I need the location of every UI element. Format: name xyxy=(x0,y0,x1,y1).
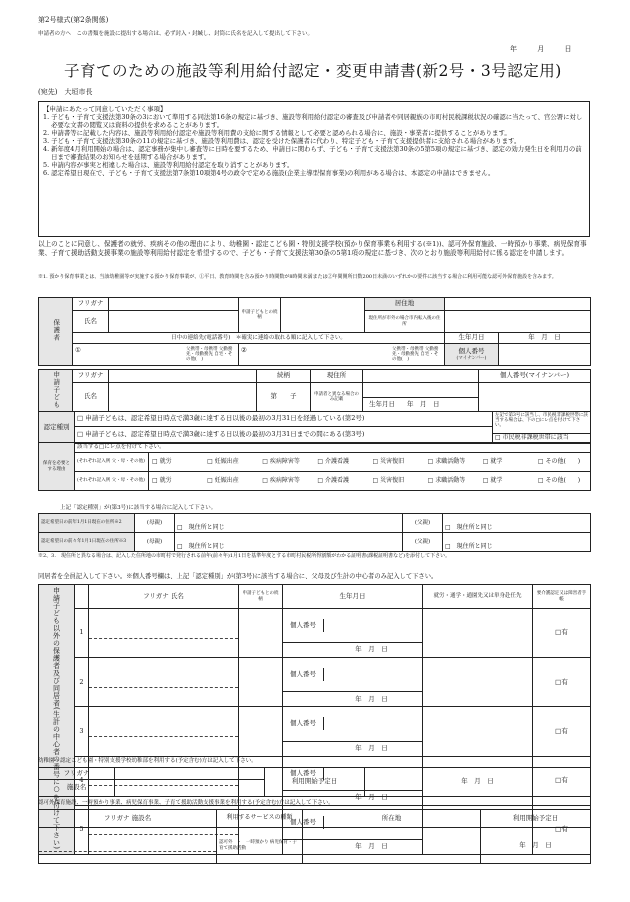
household-row-number[interactable]: 1 xyxy=(75,609,89,658)
reason-option[interactable]: □ 災害復旧 xyxy=(372,476,405,484)
consent-item-number: 2. xyxy=(43,129,50,137)
note-1: ※1. 預かり保育事業とは、当該幼稚園等が実施する預かり保育事業が、①平日、教育時間を含み預かり時間数が8時間未満または②年間開所日数200日未満のいずれかの要件に該当する場合に利用可能な認可外保育施設を含みます。 xyxy=(38,274,557,280)
household-relation-header: 申請子どもとの続柄 xyxy=(239,585,283,609)
child-address-note: 申請者と異なる場合のみ記載 xyxy=(311,383,363,412)
child-furigana-field[interactable] xyxy=(109,370,257,383)
residence-father-1[interactable]: □ 現住所と同じ xyxy=(443,514,591,533)
guardian-section-label: 保護者 xyxy=(39,298,73,366)
household-relation-field[interactable] xyxy=(239,609,283,658)
kinder-name-label: 施設名 xyxy=(39,780,115,797)
child-birth-cell: 生年月日 年 月 日 xyxy=(363,383,479,412)
reason-instruction: 該当する□にレ点を付けて下さい。 xyxy=(75,443,591,453)
certification-side: 左記で第3号に該当し、市民税非課税世帯に該当する場合は、下の□にレ点を付けて下さい。 □ 市民税非課税世帯に該当 xyxy=(493,412,591,444)
consent-item-text: 子ども・子育て支援法第30条の3において準用する同法第16条の規定に基づき、施設等利用給付認定の審査及び申請者や同居親族の市町村民税課税状況の確認に当たって、官公署に対し必要な文書の閲覧又は資料の提供を求めることがあります。 xyxy=(51,113,583,129)
mother-label: (母親) xyxy=(135,514,175,533)
household-cert-checkbox[interactable]: □有 xyxy=(533,756,591,805)
reason-option[interactable]: □ 妊娠出産 xyxy=(207,457,239,465)
guardian-furigana-label: フリガナ xyxy=(73,298,109,311)
household-mynumber-cell[interactable] xyxy=(283,658,423,692)
kinder-start-field[interactable]: 年 月 日 xyxy=(365,768,591,797)
household-cert-checkbox[interactable]: □有 xyxy=(533,609,591,658)
note-2-3: ※2、3. 現住所と異なる場合は、記入した住所地の市町村で発行される前年(前々年)1月1日を基準年度とする市町村民税所得割額がわかる証明書(課税証明書など)を添付して下さい。 xyxy=(38,553,451,559)
residence-mother-1[interactable]: □ 現住所と同じ xyxy=(175,514,403,533)
certification-label: 認定種別 xyxy=(39,412,75,444)
household-birth-field[interactable]: 年 月 日 xyxy=(283,643,423,658)
other-address-field[interactable] xyxy=(303,828,481,864)
child-address-label: 現住所 xyxy=(311,370,363,383)
household-mynumber-label: 個人番号 xyxy=(283,619,324,632)
reason-option[interactable]: □ 就学 xyxy=(482,476,503,484)
reason-option[interactable]: □ 就学 xyxy=(482,457,503,465)
consent-item xyxy=(43,161,585,169)
consent-item-text: 認定希望日現在で、子ども・子育て支援法第7条第10項第4号の政令で定める施設(企業主導型保育事業)の利用がある場合は、本認定の申請はできません。 xyxy=(51,169,495,177)
non-taxable-checkbox[interactable]: □ 市民税非課税世帯に該当 xyxy=(493,433,590,443)
kinder-name-field[interactable] xyxy=(115,780,265,797)
household-mynumber-cell[interactable] xyxy=(283,609,423,643)
household-name-field[interactable] xyxy=(89,658,239,707)
consent-item-text: 子ども・子育て支援法第30条の11の規定に基づき、施設等利用費は、認定を受けた保護者に代わり、特定子ども・子育て支援提供者に支給される場合があります。 xyxy=(51,137,521,145)
child-name-field[interactable] xyxy=(109,383,257,412)
household-name-header: フリガナ 氏名 xyxy=(89,585,239,609)
household-name-field[interactable] xyxy=(89,707,239,756)
other-name-field[interactable] xyxy=(39,828,217,864)
kinder-table xyxy=(38,767,591,797)
reason-option[interactable]: □ 求職活動等 xyxy=(427,476,466,484)
guardian-furigana-field[interactable] xyxy=(109,298,239,311)
reason-label: 保育を必要とする理由 xyxy=(39,443,75,491)
guardian-table xyxy=(38,297,591,366)
reason-row-label-2: (それぞれ記入例 父・母・その他) xyxy=(75,472,149,491)
household-row-number[interactable]: 3 xyxy=(75,707,89,756)
child-name-label: 氏名 xyxy=(73,383,109,412)
consent-item-number: 5. xyxy=(43,161,50,169)
household-work-field[interactable] xyxy=(423,707,533,756)
consent-box xyxy=(38,101,590,237)
household-mynumber-cell[interactable] xyxy=(283,707,423,741)
guardian-address-label: 居住地 xyxy=(365,298,445,311)
household-birth-field[interactable]: 年 月 日 xyxy=(283,741,423,756)
page-title: 子育てのための施設等利用給付認定・変更申請書(新2号・3号認定用) xyxy=(64,62,562,80)
child-relation-field[interactable]: 第 子 xyxy=(257,383,311,412)
residence-label-2: 認定希望日の前々年1月1日現在の住所※3 xyxy=(39,533,135,552)
guardian-phone-2[interactable]: ② 父携帯・母携帯 父勤務先・母勤務先 自宅・その他( ) xyxy=(239,344,445,366)
household-row xyxy=(39,658,591,692)
guardian-birth-field[interactable]: 年 月 日 xyxy=(499,333,591,344)
consent-item-number: 3. xyxy=(43,137,50,145)
consent-item-number: 6. xyxy=(43,169,50,177)
guardian-moving-label: 現住所が市外の場合市内転入後の住所 xyxy=(365,311,445,333)
kinder-furigana-field[interactable] xyxy=(115,768,265,780)
reason-option[interactable]: □ その他( ) xyxy=(537,476,581,484)
consent-item-number: 1. xyxy=(43,113,50,121)
residence-mother-2[interactable]: □ 現住所と同じ xyxy=(175,533,403,552)
household-relation-field[interactable] xyxy=(239,658,283,707)
residence-instruction: 上記「認定種別」が(第3号)に該当する場合に記入して下さい。 xyxy=(60,505,217,511)
household-name-field[interactable] xyxy=(89,609,239,658)
residence-label-1: 認定希望日の前年1月1日現在の住所※2 xyxy=(39,514,135,533)
kinder-start-label: 利用開始予定日 xyxy=(265,768,365,797)
household-mynumber-label: 個人番号 xyxy=(283,717,324,730)
household-side-label: 申請子ども以外の保護者及び同居者(生計の中心者の番号に○を付けて下さい) xyxy=(39,585,75,855)
certification-option-2[interactable]: □ 申請子どもは、認定希望日時点で満3歳に達する日以後の最初の3月31日を経過している(第2号) xyxy=(75,412,493,427)
household-mynumber-label: 個人番号 xyxy=(283,816,324,829)
child-section-label: 申請子ども xyxy=(39,370,73,412)
household-work-field[interactable] xyxy=(423,658,533,707)
addressee: (宛先) 大垣市長 xyxy=(38,88,93,96)
certification-table xyxy=(38,411,591,444)
guardian-phone-label: 日中の連絡先(電話番号) ＊確実に連絡の取れる順に記入して下さい。 xyxy=(73,333,445,344)
household-cert-checkbox[interactable]: □有 xyxy=(533,707,591,756)
child-birth-field[interactable]: 年 月 日 xyxy=(407,399,440,408)
guardian-moving-field[interactable] xyxy=(445,311,591,333)
reason-option[interactable]: □ その他( ) xyxy=(537,457,581,465)
household-cert-checkbox[interactable]: □有 xyxy=(533,805,591,854)
household-birth-header: 生年月日 xyxy=(283,585,423,609)
reason-table xyxy=(38,442,591,491)
other-table xyxy=(38,809,591,864)
father-label: (父親) xyxy=(403,533,443,552)
household-row-number[interactable]: 2 xyxy=(75,658,89,707)
consent-item xyxy=(43,137,585,145)
reason-option[interactable]: □ 疾病障害等 xyxy=(262,457,300,465)
child-mynumber-label: 個人番号(マイナンバー) xyxy=(479,370,591,383)
date-line: 年 月 日 xyxy=(510,45,572,53)
reason-option[interactable]: □ 就労 xyxy=(152,476,172,484)
reason-option[interactable]: □ 介護看護 xyxy=(317,457,349,465)
consent-heading: 【申請にあたって同意していただく事項】 xyxy=(43,105,167,113)
other-instruction: 認可外保育施設、一時預かり事業、病児保育事業、子育て援助活動支援事業を利用する(予定含む)方は記入して下さい。 xyxy=(38,800,334,806)
guardian-relation-field[interactable] xyxy=(281,298,365,333)
kinder-furigana-label: フリガナ xyxy=(39,768,115,780)
guardian-mynumber-label: 個人番号 (マイナンバー) xyxy=(445,344,499,366)
household-row xyxy=(39,609,591,643)
intro-text: 以上のことに同意し、保護者の就労、疾病その他の理由により、幼稚園・認定こども園・特別支援学校(預かり保育事業も利用する(※1))、認可外保育施設、一時預かり事業、病児保育事業、子育て援助活動支援事業の施設等利用給付認定を希望するので、子ども・子育て支援法第30条の5第1項の規定に基づき、次のとおり施設等利用給付に係る認定を申請します。 xyxy=(38,240,587,257)
mother-label: (母親) xyxy=(135,533,175,552)
child-relation-label: 続柄 xyxy=(257,370,311,383)
guardian-address-field[interactable] xyxy=(445,298,591,311)
father-label: (父親) xyxy=(403,514,443,533)
reason-options-2 xyxy=(149,472,591,491)
household-row-number[interactable]: 4 xyxy=(75,756,89,805)
household-work-header: 就労・通学・通園先又は単身赴任先 xyxy=(423,585,533,609)
consent-item-text: 申請書等に記載した内容は、施設等利用給付認定や施設等利用費の支給に関する情報として必要と認められる場合に、施設・事業者に提供することがあります。 xyxy=(51,129,511,137)
consent-item xyxy=(43,145,585,161)
reason-option[interactable]: □ 求職活動等 xyxy=(427,457,466,465)
other-service-header: 利用するサービスの種類 xyxy=(217,810,303,828)
form-number: 第2号様式(第2条関係) xyxy=(38,16,109,24)
guardian-birth-label: 生年月日 xyxy=(445,333,499,344)
kinder-instruction: 幼稚園・認定こども園・特別支援学校幼稚部を利用する(予定含む)方は記入して下さい。 xyxy=(38,758,257,764)
reason-options-1 xyxy=(149,453,591,472)
reason-option[interactable]: □ 就労 xyxy=(152,457,172,465)
reason-row-label-1: (それぞれ記入例 父・母・その他) xyxy=(75,453,149,472)
other-address-header: 所在地 xyxy=(303,810,481,828)
household-row-number[interactable]: 5 xyxy=(75,805,89,854)
other-service-options[interactable]: 認可外 ・ 一時預かり 病児保育・子育て援助活動 xyxy=(217,828,303,864)
household-birth-field[interactable]: 年 月 日 xyxy=(283,790,423,805)
reason-option[interactable]: □ 災害復旧 xyxy=(372,457,405,465)
child-furigana-label: フリガナ xyxy=(73,370,109,383)
residence-table xyxy=(38,513,591,552)
consent-item xyxy=(43,113,585,129)
child-mynumber-field[interactable] xyxy=(479,383,591,412)
child-address-field[interactable] xyxy=(363,370,479,383)
residence-father-2[interactable]: □ 現住所と同じ xyxy=(443,533,591,552)
child-table xyxy=(38,369,591,412)
household-birth-field[interactable]: 年 月 日 xyxy=(283,692,423,707)
guardian-relation-label: 申請子どもとの続柄 xyxy=(239,298,281,333)
household-work-field[interactable] xyxy=(423,609,533,658)
household-birth-field[interactable]: 年 月 日 xyxy=(283,839,423,854)
other-start-field[interactable]: 年 月 日 xyxy=(481,828,591,864)
consent-item-text: 新年度4月利用開始の場合は、認定事務が集中し審査等に日時を要するため、申請日に関わらず、子ども・子育て支援法第30条の5第5項の規定に基づき、認定の効力発生日を利用月の前日まで審査結果のお知らせを延期する場合があります。 xyxy=(51,145,582,161)
guardian-phone-1[interactable]: ① 父携帯・母携帯 父勤務先・母勤務先 自宅・その他( ) xyxy=(73,344,239,366)
household-relation-field[interactable] xyxy=(239,707,283,756)
consent-item-text: 申請内容が事実と相違した場合は、施設等利用給付認定を取り消すことがあります。 xyxy=(51,161,294,169)
reason-option[interactable]: □ 疾病障害等 xyxy=(262,476,300,484)
submit-note: 申請者の方へ この書類を施設に提出する場合は、必ず封入・封緘し、封筒に氏名を記入して提出して下さい。 xyxy=(38,31,314,37)
household-instruction: 同居者を全員記入して下さい。※個人番号欄は、上記「認定種別」が(第3号)に該当する場合に、父母及び生計の中心者のみ記入して下さい。 xyxy=(38,573,438,580)
consent-item-number: 4. xyxy=(43,145,50,153)
household-cert-header: 要介護認定又は障害者手帳 xyxy=(533,585,591,609)
guardian-name-field[interactable] xyxy=(109,311,239,333)
guardian-name-label: 氏名 xyxy=(73,311,109,333)
reason-option[interactable]: □ 介護看護 xyxy=(317,476,349,484)
other-start-header: 利用開始予定日 xyxy=(481,810,591,828)
household-cert-checkbox[interactable]: □有 xyxy=(533,658,591,707)
consent-item xyxy=(43,169,585,177)
reason-option[interactable]: □ 妊娠出産 xyxy=(207,476,239,484)
household-mynumber-label: 個人番号 xyxy=(283,767,324,780)
certification-option-3[interactable]: □ 申請子どもは、認定希望日時点で満3歳に達する日以後の最初の3月31日までの間にある(第3号) xyxy=(75,426,493,443)
consent-item xyxy=(43,129,585,137)
household-mynumber-label: 個人番号 xyxy=(283,668,324,681)
other-name-header: フリガナ 施設名 xyxy=(39,810,217,828)
guardian-mynumber-field[interactable] xyxy=(499,344,591,366)
household-row xyxy=(39,707,591,741)
